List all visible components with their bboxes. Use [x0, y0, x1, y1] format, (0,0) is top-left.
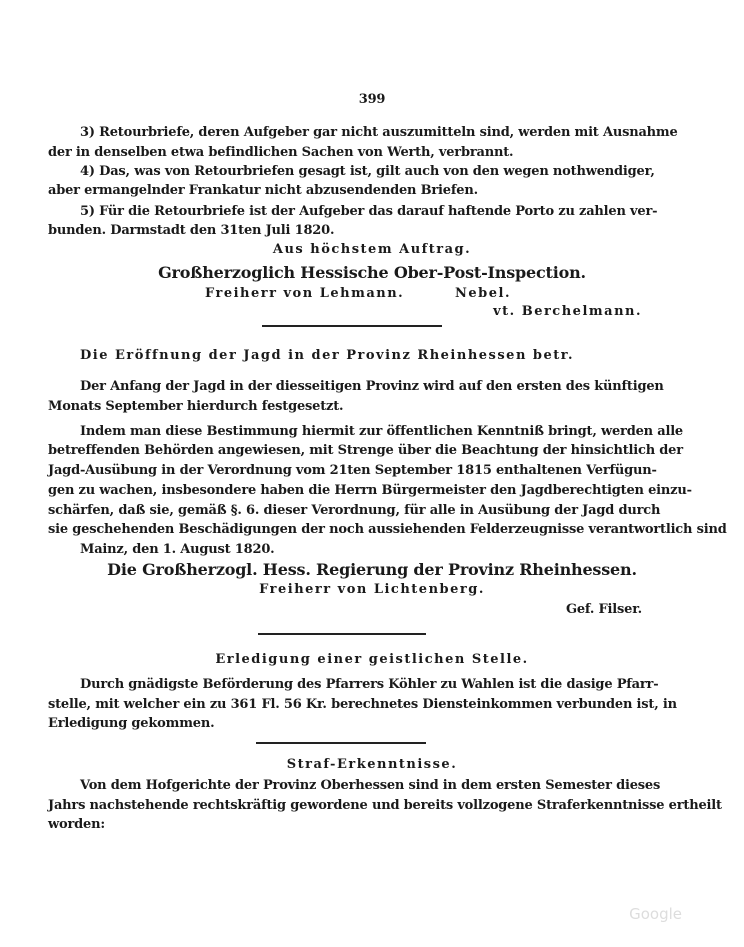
- watermark: Google: [629, 905, 682, 923]
- text-line: Jagd-Ausübung in der Verordnung vom 21ten September 1815 enthaltenen Verfügun-: [48, 463, 657, 478]
- text-line: aber ermangelnder Frankatur nicht abzusendenden Briefen.: [48, 183, 478, 198]
- text-line: betreffenden Behörden angewiesen, mit Strenge über die Beachtung der hinsichtlich der: [48, 443, 683, 458]
- page-number: 399: [358, 92, 386, 107]
- signature: Freiherr von Lichtenberg.: [259, 582, 485, 597]
- text-line: der in denselben etwa befindlichen Sachen von Werth, verbrannt.: [48, 145, 514, 160]
- signature: Freiherr von Lehmann.: [205, 286, 405, 301]
- text-line: 4) Das, was von Retourbriefen gesagt ist, gilt auch von den wegen nothwendiger,: [80, 164, 655, 179]
- text-line: stelle, mit welcher ein zu 361 Fl. 56 Kr. berechnetes Diensteinkommen verbunden ist, in: [48, 697, 677, 712]
- text-line: gen zu wachen, insbesondere haben die Herrn Bürgermeister den Jagdberechtigten einzu-: [48, 483, 692, 498]
- authority-line: Aus höchstem Auftrag.: [272, 242, 472, 257]
- signature: Nebel.: [455, 286, 511, 301]
- authority-line: Die Großherzogl. Hess. Regierung der Provinz Rheinhessen.: [107, 560, 637, 579]
- divider: [262, 325, 442, 327]
- text-line: schärfen, daß sie, gemäß §. 6. dieser Verordnung, für alle in Ausübung der Jagd durch: [48, 503, 661, 518]
- signature: Gef. Filser.: [565, 602, 642, 617]
- section-heading: Die Eröffnung der Jagd in der Provinz Rheinhessen betr.: [80, 348, 574, 363]
- text-line: 3) Retourbriefe, deren Aufgeber gar nicht auszumitteln sind, werden mit Ausnahme: [80, 125, 678, 140]
- text-line: Indem man diese Bestimmung hiermit zur öffentlichen Kenntniß bringt, werden alle: [80, 424, 683, 439]
- divider: [258, 633, 426, 635]
- text-line: Jahrs nachstehende rechtskräftig gewordene und bereits vollzogene Straferkenntnisse ertheilt: [48, 798, 722, 813]
- date-line: Mainz, den 1. August 1820.: [80, 542, 275, 557]
- divider: [256, 742, 426, 744]
- text-line: Durch gnädigste Beförderung des Pfarrers Köhler zu Wahlen ist die dasige Pfarr-: [80, 677, 659, 692]
- text-line: Monats September hierdurch festgesetzt.: [48, 399, 344, 414]
- text-line: Von dem Hofgerichte der Provinz Oberhessen sind in dem ersten Semester dieses: [80, 778, 661, 793]
- section-heading: Straf-Erkenntnisse.: [286, 757, 458, 772]
- text-line: bunden. Darmstadt den 31ten Juli 1820.: [48, 223, 335, 238]
- signature: vt. Berchelmann.: [493, 304, 642, 319]
- text-line: worden:: [48, 817, 105, 832]
- section-heading: Erledigung einer geistlichen Stelle.: [215, 652, 529, 667]
- text-line: sie geschehenden Beschädigungen der noch aussiehenden Felderzeugnisse verantwortlich sind: [48, 522, 727, 537]
- text-line: Erledigung gekommen.: [48, 716, 215, 731]
- text-line: Der Anfang der Jagd in der diesseitigen Provinz wird auf den ersten des künftigen: [80, 379, 664, 394]
- office-name: Großherzoglich Hessische Ober-Post-Inspection.: [158, 263, 586, 282]
- text-line: 5) Für die Retourbriefe ist der Aufgeber das darauf haftende Porto zu zahlen ver-: [80, 204, 658, 219]
